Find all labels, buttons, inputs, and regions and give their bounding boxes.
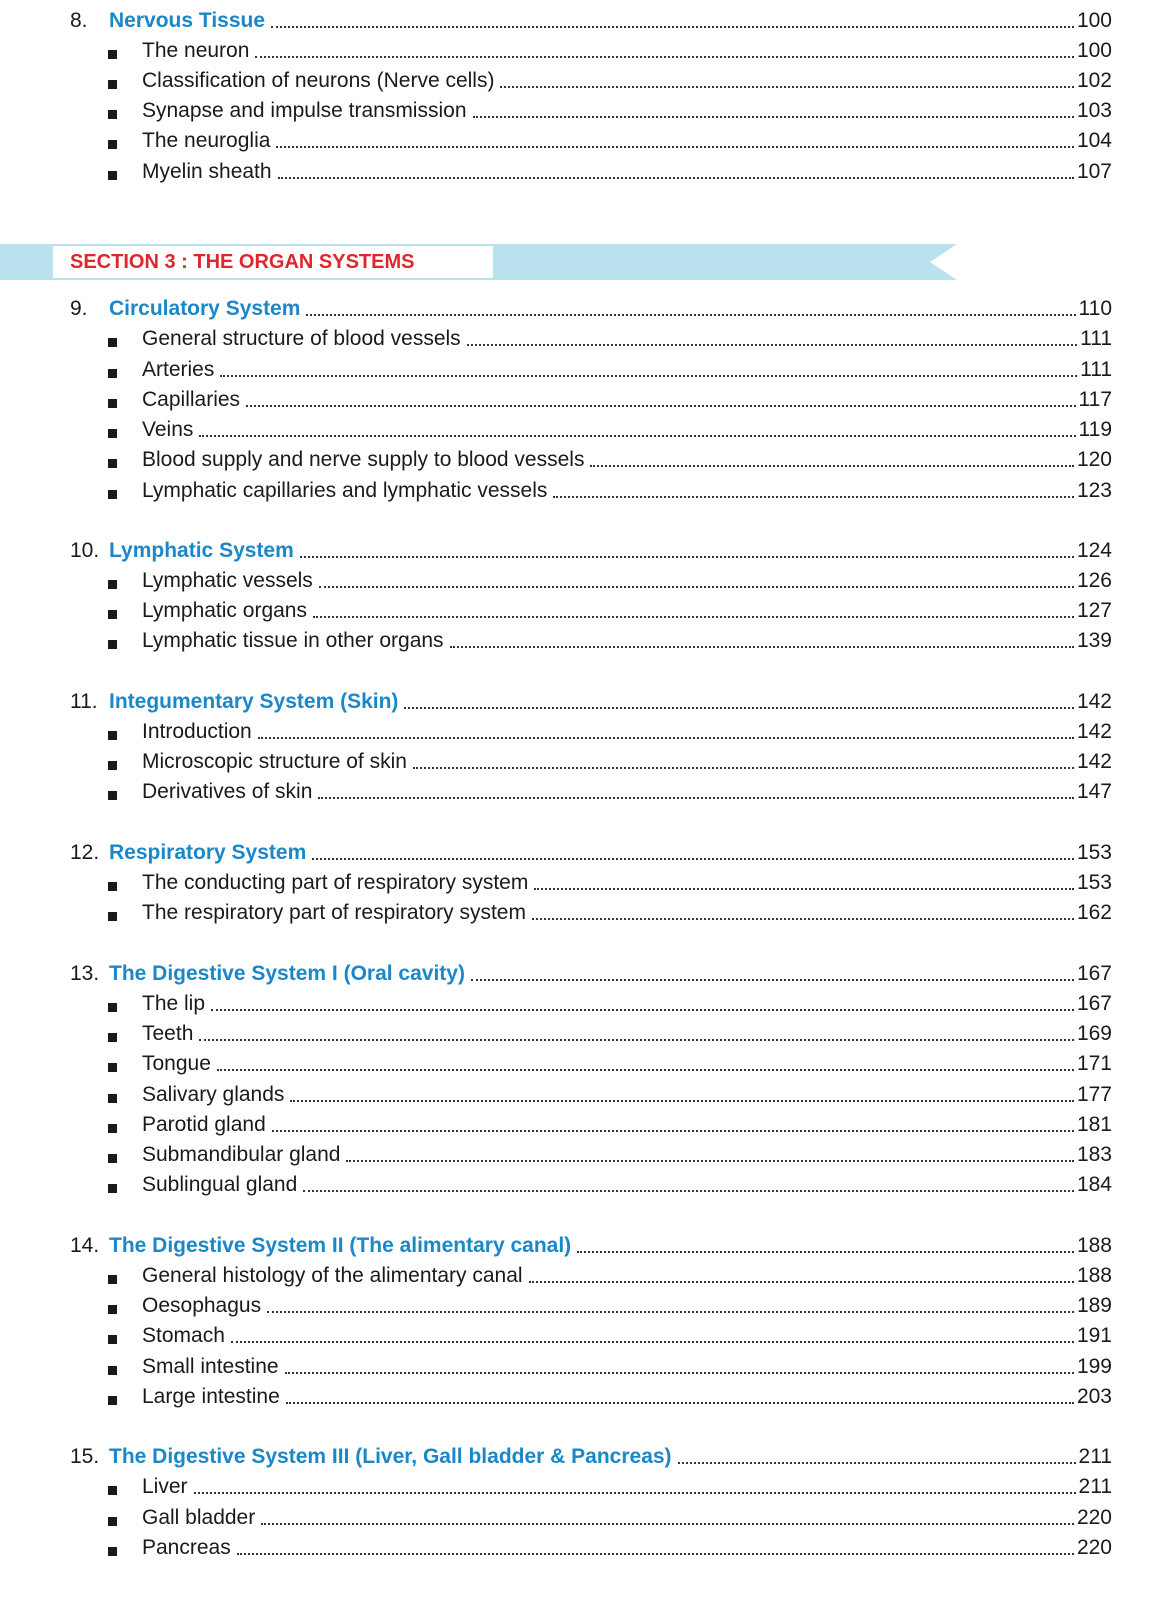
- page-number: 104: [1076, 129, 1112, 152]
- item-title: Tongue: [142, 1052, 211, 1075]
- toc-leader-line: [142, 1140, 1112, 1170]
- square-bullet-icon: [108, 1003, 117, 1012]
- dot-leader: [211, 1009, 1074, 1011]
- toc-leader-line: [142, 1321, 1112, 1351]
- toc-leader-line: [142, 1080, 1112, 1110]
- chapter-title: Nervous Tissue: [109, 9, 266, 32]
- toc-leader-line: [142, 157, 1112, 187]
- item-title: Submandibular gland: [142, 1143, 341, 1166]
- toc-item-row[interactable]: [0, 1291, 1160, 1321]
- dot-leader: [534, 888, 1074, 890]
- toc-leader-line: [142, 1170, 1112, 1200]
- page-number: 142: [1076, 690, 1112, 713]
- square-bullet-icon: [108, 1275, 117, 1284]
- item-title: The lip: [142, 992, 206, 1015]
- item-title: Veins: [142, 418, 194, 441]
- square-bullet-icon: [108, 490, 117, 499]
- page-number: 184: [1076, 1173, 1112, 1196]
- page-number: 167: [1076, 992, 1112, 1015]
- square-bullet-icon: [108, 791, 117, 800]
- square-bullet-icon: [108, 1366, 117, 1375]
- chapter-number: 13.: [70, 962, 100, 985]
- page-number: 103: [1076, 99, 1112, 122]
- chapter-number: 15.: [70, 1445, 100, 1468]
- square-bullet-icon: [108, 1033, 117, 1042]
- toc-chapter-row[interactable]: [0, 838, 1160, 868]
- item-title: The respiratory part of respiratory system: [142, 901, 526, 924]
- dot-leader: [271, 26, 1074, 28]
- item-title: Stomach: [142, 1324, 225, 1347]
- dot-leader: [194, 1492, 1076, 1494]
- toc-leader-line: [109, 1442, 1112, 1472]
- square-bullet-icon: [108, 171, 117, 180]
- toc-item-row[interactable]: [0, 445, 1160, 475]
- toc-leader-line: [142, 1503, 1112, 1533]
- page-number: 169: [1076, 1022, 1112, 1045]
- page-number: 123: [1076, 479, 1112, 502]
- chapter-number: 11.: [70, 690, 98, 713]
- toc-leader-line: [142, 36, 1112, 66]
- toc-leader-line: [142, 1291, 1112, 1321]
- toc-leader-line: [142, 385, 1112, 415]
- page-number: 162: [1076, 901, 1112, 924]
- dot-leader: [678, 1462, 1076, 1464]
- square-bullet-icon: [108, 580, 117, 589]
- item-title: Synapse and impulse transmission: [142, 99, 467, 122]
- dot-leader: [577, 1251, 1074, 1253]
- chapter-title: The Digestive System II (The alimentary canal): [109, 1234, 572, 1257]
- toc-leader-line: [109, 687, 1112, 717]
- item-title: Pancreas: [142, 1536, 231, 1559]
- dot-leader: [319, 586, 1074, 588]
- toc-item-row[interactable]: [0, 1080, 1160, 1110]
- page-number: 117: [1078, 388, 1112, 411]
- toc-item-row[interactable]: [0, 1321, 1160, 1351]
- page-number: 107: [1076, 160, 1112, 183]
- chapter-title: The Digestive System I (Oral cavity): [109, 962, 465, 985]
- chapter-title: Respiratory System: [109, 841, 307, 864]
- dot-leader: [404, 707, 1074, 709]
- toc-leader-line: [142, 596, 1112, 626]
- toc-item-row[interactable]: [0, 1533, 1160, 1563]
- toc-chapter-row[interactable]: [0, 6, 1160, 36]
- chapter-number: 14.: [70, 1234, 100, 1257]
- toc-chapter-row[interactable]: [0, 294, 1160, 324]
- item-title: Lymphatic vessels: [142, 569, 313, 592]
- toc-leader-line: [142, 1352, 1112, 1382]
- page-number: 110: [1078, 297, 1112, 320]
- item-title: Microscopic structure of skin: [142, 750, 407, 773]
- toc-item-row[interactable]: [0, 66, 1160, 96]
- item-title: Parotid gland: [142, 1113, 266, 1136]
- toc-item-row[interactable]: [0, 157, 1160, 187]
- square-bullet-icon: [108, 429, 117, 438]
- item-title: The neuron: [142, 39, 250, 62]
- dot-leader: [199, 435, 1075, 437]
- toc-leader-line: [142, 1110, 1112, 1140]
- section-banner: [0, 244, 957, 280]
- page-number: 189: [1076, 1294, 1112, 1317]
- toc-item-row[interactable]: [0, 96, 1160, 126]
- square-bullet-icon: [108, 640, 117, 649]
- page-number: 142: [1076, 750, 1112, 773]
- toc-item-row[interactable]: [0, 596, 1160, 626]
- item-title: Sublingual gland: [142, 1173, 298, 1196]
- toc-item-row[interactable]: [0, 1019, 1160, 1049]
- item-title: Liver: [142, 1475, 188, 1498]
- dot-leader: [471, 979, 1074, 981]
- item-title: Blood supply and nerve supply to blood vessels: [142, 448, 585, 471]
- page-number: 199: [1076, 1355, 1112, 1378]
- page-number: 188: [1076, 1264, 1112, 1287]
- toc-item-row[interactable]: [0, 1110, 1160, 1140]
- dot-leader: [255, 56, 1074, 58]
- toc-leader-line: [142, 1533, 1112, 1563]
- toc-leader-line: [109, 6, 1112, 36]
- item-title: Derivatives of skin: [142, 780, 313, 803]
- toc-item-row[interactable]: [0, 476, 1160, 506]
- page-number: 153: [1076, 841, 1112, 864]
- toc-item-row[interactable]: [0, 868, 1160, 898]
- dot-leader: [286, 1402, 1074, 1404]
- toc-chapter-row[interactable]: [0, 1231, 1160, 1261]
- toc-leader-line: [142, 476, 1112, 506]
- dot-leader: [237, 1553, 1074, 1555]
- item-title: Lymphatic organs: [142, 599, 307, 622]
- dot-leader: [246, 405, 1075, 407]
- toc-leader-line: [142, 898, 1112, 928]
- item-title: General histology of the alimentary canal: [142, 1264, 523, 1287]
- page-number: 203: [1076, 1385, 1112, 1408]
- item-title: Salivary glands: [142, 1083, 285, 1106]
- toc-chapter-row[interactable]: [0, 1442, 1160, 1472]
- toc-chapter-row[interactable]: [0, 687, 1160, 717]
- toc-item-row[interactable]: [0, 989, 1160, 1019]
- page-number: 124: [1076, 539, 1112, 562]
- page-number: 119: [1078, 418, 1112, 441]
- item-title: Myelin sheath: [142, 160, 272, 183]
- page-number: 142: [1076, 720, 1112, 743]
- square-bullet-icon: [108, 369, 117, 378]
- toc-leader-line: [109, 838, 1112, 868]
- square-bullet-icon: [108, 1305, 117, 1314]
- page-number: 111: [1080, 327, 1112, 350]
- page-number: 120: [1076, 448, 1112, 471]
- toc-item-row[interactable]: [0, 898, 1160, 928]
- toc-leader-line: [142, 868, 1112, 898]
- page-number: 220: [1076, 1536, 1112, 1559]
- chapter-title: Integumentary System (Skin): [109, 690, 399, 713]
- item-title: Lymphatic capillaries and lymphatic vessels: [142, 479, 548, 502]
- toc-item-row[interactable]: [0, 1352, 1160, 1382]
- dot-leader: [261, 1523, 1074, 1525]
- toc-item-row[interactable]: [0, 566, 1160, 596]
- toc-item-row[interactable]: [0, 126, 1160, 156]
- square-bullet-icon: [108, 1396, 117, 1405]
- toc-item-row[interactable]: [0, 747, 1160, 777]
- page-number: 188: [1076, 1234, 1112, 1257]
- item-title: Teeth: [142, 1022, 194, 1045]
- toc-leader-line: [109, 294, 1112, 324]
- page-number: 220: [1076, 1506, 1112, 1529]
- chapter-title: Circulatory System: [109, 297, 301, 320]
- dot-leader: [267, 1311, 1074, 1313]
- toc-item-row[interactable]: [0, 1261, 1160, 1291]
- chapter-number: 10.: [70, 539, 100, 562]
- item-title: Introduction: [142, 720, 252, 743]
- toc-leader-line: [142, 989, 1112, 1019]
- toc-item-row[interactable]: [0, 1382, 1160, 1412]
- page-number: 177: [1076, 1083, 1112, 1106]
- dot-leader: [285, 1372, 1074, 1374]
- dot-leader: [272, 1130, 1074, 1132]
- square-bullet-icon: [108, 1517, 117, 1526]
- chapter-title: The Digestive System III (Liver, Gall bladder & Pancreas): [109, 1445, 672, 1468]
- toc-item-row[interactable]: [0, 626, 1160, 656]
- page-number: 211: [1078, 1445, 1112, 1468]
- square-bullet-icon: [108, 1154, 117, 1163]
- toc-leader-line: [142, 1049, 1112, 1079]
- dot-leader: [199, 1039, 1074, 1041]
- toc-item-row[interactable]: [0, 1503, 1160, 1533]
- dot-leader: [306, 314, 1075, 316]
- page-number: 153: [1076, 871, 1112, 894]
- page-number: 139: [1076, 629, 1112, 652]
- chapter-title: Lymphatic System: [109, 539, 294, 562]
- item-title: General structure of blood vessels: [142, 327, 461, 350]
- item-title: Classification of neurons (Nerve cells): [142, 69, 495, 92]
- square-bullet-icon: [108, 338, 117, 347]
- toc-leader-line: [142, 126, 1112, 156]
- toc-item-row[interactable]: [0, 415, 1160, 445]
- toc-leader-line: [142, 1382, 1112, 1412]
- toc-item-row[interactable]: [0, 1049, 1160, 1079]
- square-bullet-icon: [108, 1547, 117, 1556]
- page-number: 126: [1076, 569, 1112, 592]
- toc-leader-line: [142, 566, 1112, 596]
- square-bullet-icon: [108, 912, 117, 921]
- item-title: Small intestine: [142, 1355, 279, 1378]
- square-bullet-icon: [108, 731, 117, 740]
- square-bullet-icon: [108, 110, 117, 119]
- square-bullet-icon: [108, 399, 117, 408]
- square-bullet-icon: [108, 882, 117, 891]
- square-bullet-icon: [108, 1486, 117, 1495]
- dot-leader: [231, 1341, 1074, 1343]
- square-bullet-icon: [108, 140, 117, 149]
- toc-leader-line: [109, 1231, 1112, 1261]
- dot-leader: [318, 797, 1074, 799]
- item-title: Oesophagus: [142, 1294, 262, 1317]
- dot-leader: [290, 1100, 1074, 1102]
- toc-item-row[interactable]: [0, 1140, 1160, 1170]
- page-number: 147: [1076, 780, 1112, 803]
- toc-chapter-row[interactable]: [0, 959, 1160, 989]
- page-number: 211: [1078, 1475, 1112, 1498]
- page-number: 100: [1076, 39, 1112, 62]
- toc-leader-line: [142, 96, 1112, 126]
- dot-leader: [553, 496, 1074, 498]
- square-bullet-icon: [108, 1124, 117, 1133]
- dot-leader: [312, 858, 1074, 860]
- chapter-number: 8.: [70, 9, 88, 32]
- page-number: 183: [1076, 1143, 1112, 1166]
- square-bullet-icon: [108, 50, 117, 59]
- dot-leader: [303, 1190, 1074, 1192]
- dot-leader: [313, 616, 1074, 618]
- dot-leader: [258, 737, 1074, 739]
- dot-leader: [500, 86, 1073, 88]
- toc-item-row[interactable]: [0, 1170, 1160, 1200]
- toc-leader-line: [142, 415, 1112, 445]
- dot-leader: [346, 1160, 1073, 1162]
- page-number: 181: [1076, 1113, 1112, 1136]
- toc-item-row[interactable]: [0, 717, 1160, 747]
- toc-leader-line: [142, 1019, 1112, 1049]
- square-bullet-icon: [108, 1063, 117, 1072]
- page-number: 171: [1076, 1052, 1112, 1075]
- page-number: 191: [1076, 1324, 1112, 1347]
- dot-leader: [473, 116, 1074, 118]
- toc-leader-line: [109, 959, 1112, 989]
- dot-leader: [278, 177, 1074, 179]
- toc-item-row[interactable]: [0, 1472, 1160, 1502]
- toc-leader-line: [142, 445, 1112, 475]
- section-heading: SECTION 3 : THE ORGAN SYSTEMS: [53, 246, 493, 278]
- item-title: Lymphatic tissue in other organs: [142, 629, 444, 652]
- item-title: Large intestine: [142, 1385, 280, 1408]
- toc-leader-line: [142, 747, 1112, 777]
- page-number: 127: [1076, 599, 1112, 622]
- dot-leader: [413, 767, 1074, 769]
- toc-leader-line: [142, 66, 1112, 96]
- item-title: Gall bladder: [142, 1506, 256, 1529]
- toc-leader-line: [142, 1261, 1112, 1291]
- dot-leader: [276, 146, 1074, 148]
- dot-leader: [450, 646, 1074, 648]
- square-bullet-icon: [108, 1335, 117, 1344]
- dot-leader: [532, 918, 1074, 920]
- toc-item-row[interactable]: [0, 36, 1160, 66]
- dot-leader: [217, 1069, 1074, 1071]
- page-number: 102: [1076, 69, 1112, 92]
- page-number: 100: [1076, 9, 1112, 32]
- dot-leader: [529, 1281, 1074, 1283]
- toc-item-row[interactable]: [0, 355, 1160, 385]
- toc-leader-line: [109, 536, 1112, 566]
- chapter-number: 12.: [70, 841, 100, 864]
- chapter-number: 9.: [70, 297, 88, 320]
- toc-leader-line: [142, 777, 1112, 807]
- toc-chapter-row[interactable]: [0, 536, 1160, 566]
- page-number: 167: [1076, 962, 1112, 985]
- toc-leader-line: [142, 626, 1112, 656]
- toc-item-row[interactable]: [0, 777, 1160, 807]
- toc-leader-line: [142, 1472, 1112, 1502]
- toc-leader-line: [142, 717, 1112, 747]
- square-bullet-icon: [108, 761, 117, 770]
- toc-item-row[interactable]: [0, 385, 1160, 415]
- square-bullet-icon: [108, 1094, 117, 1103]
- dot-leader: [467, 344, 1077, 346]
- toc-item-row[interactable]: [0, 324, 1160, 354]
- page-number: 111: [1080, 358, 1112, 381]
- item-title: The neuroglia: [142, 129, 271, 152]
- square-bullet-icon: [108, 1184, 117, 1193]
- item-title: Capillaries: [142, 388, 241, 411]
- dot-leader: [300, 556, 1074, 558]
- square-bullet-icon: [108, 80, 117, 89]
- square-bullet-icon: [108, 459, 117, 468]
- toc-leader-line: [142, 324, 1112, 354]
- dot-leader: [590, 465, 1074, 467]
- dot-leader: [220, 375, 1077, 377]
- item-title: Arteries: [142, 358, 215, 381]
- toc-leader-line: [142, 355, 1112, 385]
- square-bullet-icon: [108, 610, 117, 619]
- item-title: The conducting part of respiratory system: [142, 871, 529, 894]
